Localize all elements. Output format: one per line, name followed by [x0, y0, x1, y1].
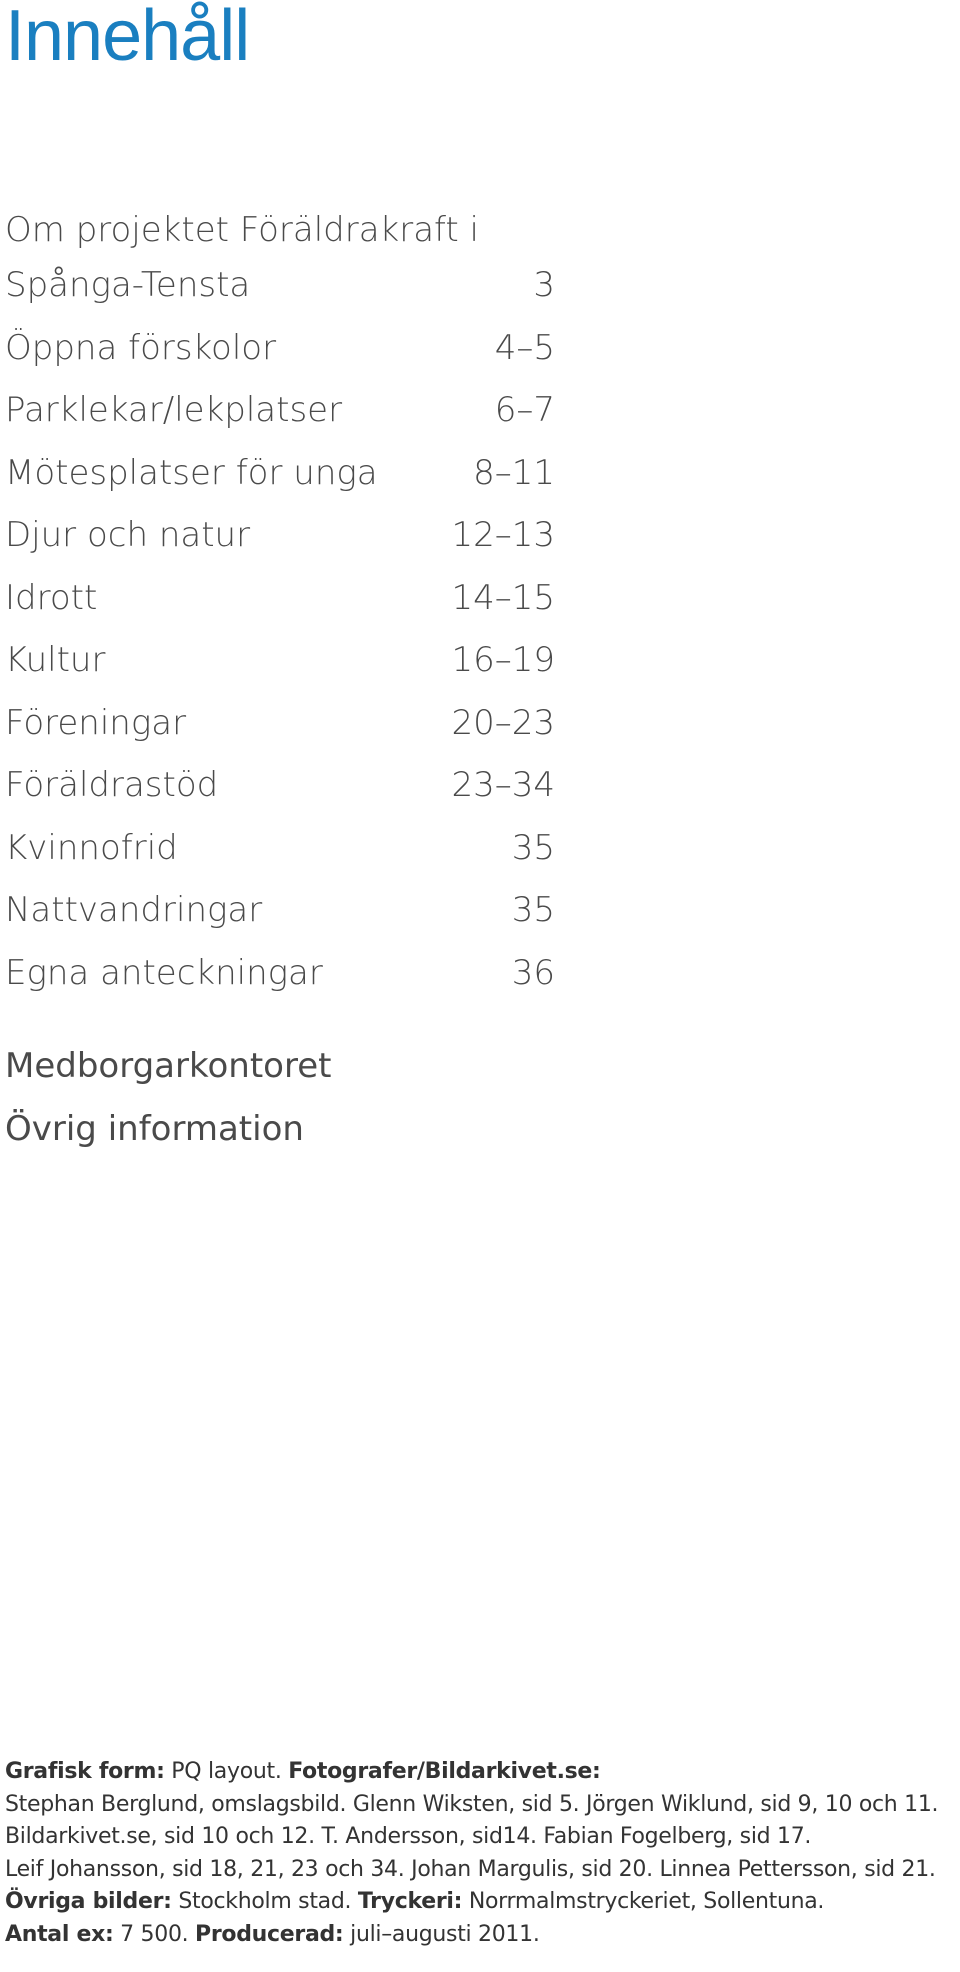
toc-item-pages: 35 [511, 890, 555, 931]
toc-item [5, 379, 555, 442]
ovriga-label: Övriga bilder: [5, 1889, 172, 1914]
grafisk-value: PQ layout. [164, 1759, 289, 1784]
toc-item-pages: 36 [511, 952, 555, 993]
credit-line: Stephan Berglund, omslagsbild. Glenn Wiksten, sid 5. Jörgen Wiklund, sid 9, 10 och 11. [5, 1791, 939, 1817]
toc-item-label: Spånga-Tensta [5, 265, 251, 306]
grafisk-label: Grafisk form: [5, 1759, 165, 1784]
toc-item-label: Egna anteckningar [5, 952, 323, 993]
toc-item-label: Nattvandringar [5, 890, 263, 931]
toc-item [5, 942, 555, 1005]
toc-item-pages: 14–15 [451, 577, 555, 618]
toc-item-pages: 3 [533, 265, 555, 306]
tryckeri-label: Tryckeri: [357, 1889, 463, 1914]
credit-line: Leif Johansson, sid 18, 21, 23 och 34. Johan Margulis, sid 20. Linnea Pettersson, sid 21. [5, 1856, 936, 1882]
toc-item [5, 692, 555, 755]
toc-item [5, 504, 555, 567]
toc-item-label: Öppna förskolor [5, 327, 277, 368]
toc-item [5, 442, 555, 505]
toc-item-pages: 6–7 [494, 390, 555, 431]
foto-label: Fotografer/Bildarkivet.se: [288, 1759, 601, 1784]
extra-item-label: Övrig information [5, 1108, 304, 1149]
toc-item-pages: 16–19 [451, 640, 555, 681]
toc-intro-line [5, 206, 555, 254]
extra-item [5, 1035, 331, 1098]
toc-item-label: Föräldrastöd [5, 765, 219, 806]
toc-item-label: Kultur [5, 640, 106, 681]
antal-value: 7 500. [113, 1921, 196, 1947]
toc-item-label: Parklekar/lekplatser [5, 390, 343, 431]
toc-item-pages: 8–11 [473, 452, 555, 493]
producerad-label: Producerad: [195, 1921, 344, 1947]
toc-item-pages: 12–13 [451, 515, 555, 556]
extra-item-label: Medborgarkontoret [5, 1046, 332, 1087]
toc-item-label: Djur och natur [5, 515, 251, 556]
extra-sections [5, 1035, 331, 1160]
producerad-value: juli–augusti 2011. [343, 1921, 540, 1947]
toc-item [5, 879, 555, 942]
toc-item [5, 754, 555, 817]
toc-item [5, 254, 555, 317]
toc-item-label: Föreningar [5, 702, 187, 743]
tryckeri-value: Norrmalmstryckeriet, Sollentuna. [462, 1889, 825, 1914]
toc-item-label: Idrott [5, 577, 98, 618]
toc-item-pages: 23–34 [451, 765, 555, 806]
toc-item-pages: 35 [511, 827, 555, 868]
toc-item-pages: 4–5 [494, 327, 555, 368]
toc-item-pages: 20–23 [451, 702, 555, 743]
toc-item [5, 817, 555, 880]
credit-line [5, 1919, 955, 1952]
credit-line [5, 1886, 955, 1919]
toc-item-label: Mötesplatser för unga [5, 452, 378, 493]
toc-item [5, 567, 555, 630]
page-title: Innehåll [5, 0, 250, 76]
credit-line: Bildarkivet.se, sid 10 och 12. T. Andersson, sid14. Fabian Fogelberg, sid 17. [5, 1824, 812, 1849]
toc-item-label: Kvinnofrid [5, 827, 178, 868]
extra-item [5, 1098, 331, 1161]
antal-label: Antal ex: [5, 1921, 114, 1947]
toc-item-label: Om projektet Föräldrakraft i [5, 210, 480, 250]
ovriga-value: Stockholm stad. [171, 1889, 358, 1914]
credits-block [5, 1756, 955, 1951]
credit-line [5, 1756, 955, 1789]
toc-item [5, 317, 555, 380]
toc-item [5, 629, 555, 692]
table-of-contents [5, 206, 555, 1004]
